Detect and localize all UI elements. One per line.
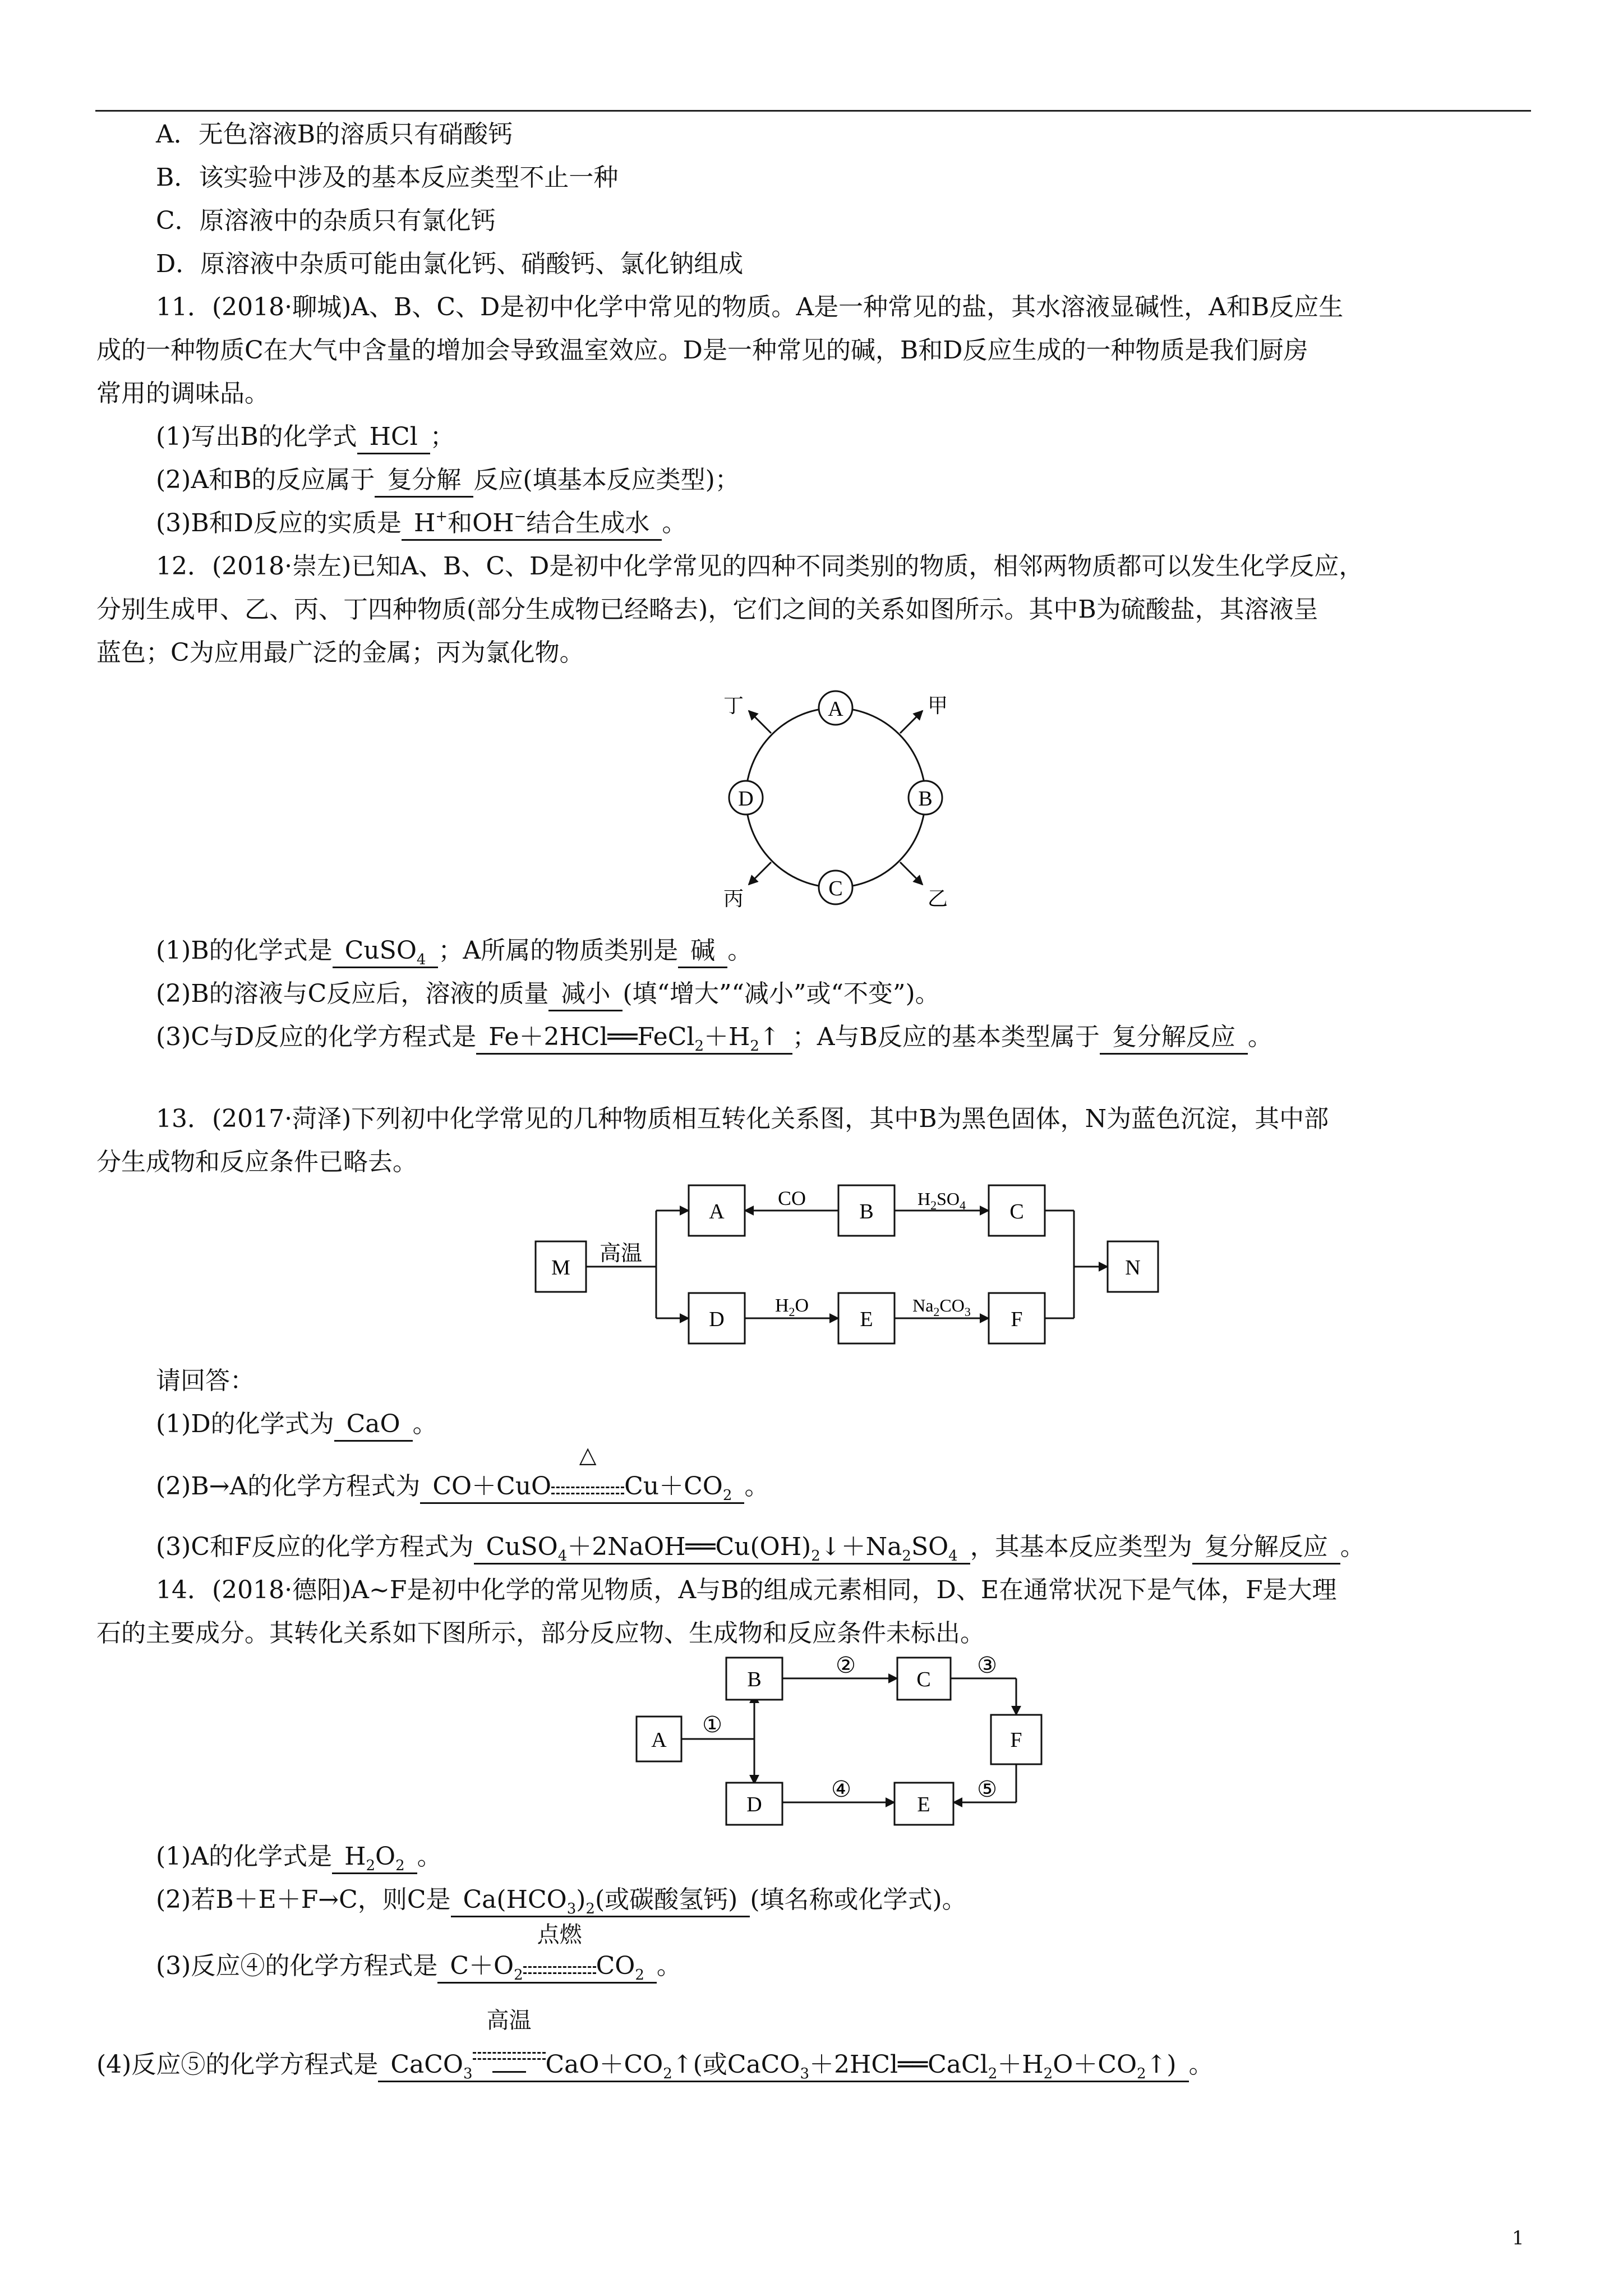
q12-part-1: (1)B的化学式是 CuSO$_4$ ；A所属的物质类别是 碱 。 [156, 936, 753, 968]
answer-blank: CuSO$_4$ [333, 935, 439, 968]
label-r2: ② [836, 1655, 856, 1678]
answer-blank: CaCO$_3$ 高温 $CaO+CO_2↑$(或$CaCO_3+2HCl══CaCl_2+H_2O+CO_2↑$) [378, 2037, 1188, 2082]
reaction-circle [746, 708, 925, 887]
q14-stem-line-2: 石的主要成分。其转化关系如下图所示，部分反应物、生成物和反应条件未标出。 [96, 1619, 985, 1648]
node-c [989, 1185, 1045, 1236]
q12-stem-line-2: 分别生成甲、乙、丙、丁四种物质(部分生成物已经略去)，它们之间的关系如图所示。其中B为硫酸盐，其溶液呈 [96, 595, 1318, 624]
q12-part-3: (3)C与D反应的化学方程式是 $Fe+2HCl══FeCl_2+H_2↑$ ；A与B反应的基本类型属于 复分解反应 。 [156, 1023, 1272, 1055]
node-a [819, 691, 852, 725]
product-yi: 乙 [927, 887, 948, 910]
q14-flow-diagram [634, 1655, 1066, 1834]
q13-part-2: (2)B→A的化学方程式为 CO＋CuO △ $Cu+CO_2$ 。 [156, 1442, 769, 1504]
q13-stem-line-1: 13．(2017·菏泽)下列初中化学常见的几种物质相互转化关系图，其中B为黑色固体，N为蓝色沉淀，其中部 [156, 1105, 1329, 1133]
answer-blank: H+和OH−结合生成水 [402, 508, 662, 541]
q14-part-1: (1)A的化学式是 $H_2O_2$ 。 [156, 1842, 442, 1874]
header-rule [95, 110, 1531, 112]
label-r3: ③ [977, 1655, 997, 1678]
q13-part-3: (3)C和F反应的化学方程式为 $CuSO_4+2NaOH══Cu(OH)_2↓+Na_2SO_4$ ，其基本反应类型为 复分解反应 。 [156, 1533, 1365, 1565]
q10-option-d: D．原溶液中杂质可能由氯化钙、硝酸钙、氯化钠组成 [156, 250, 744, 278]
answer-blank: $C+O_2$ 点燃 $CO_2$ [437, 1950, 657, 1984]
arrow-to-jia [900, 711, 923, 733]
node-e [838, 1293, 895, 1343]
reaction-condition: 点燃 [523, 1952, 596, 1974]
node-b [909, 781, 942, 815]
q11-stem-line-2: 成的一种物质C在大气中含量的增加会导致温室效应。D是一种常见的碱，B和D反应生成的一种物质是我们厨房 [96, 336, 1308, 365]
svg-text:C: C [1009, 1200, 1024, 1223]
svg-text:B: B [859, 1200, 874, 1223]
reaction-condition: △ [551, 1472, 624, 1494]
q12-stem-line-1: 12．(2018·崇左)已知A、B、C、D是初中化学常见的四种不同类别的物质，相邻两物质都可以发生化学反应， [156, 552, 1364, 581]
q13-part-1: (1)D的化学式为 CaO 。 [156, 1407, 437, 1442]
q11-stem-line-3: 常用的调味品。 [96, 379, 269, 408]
q12-part-2: (2)B的溶液与C反应后，溶液的质量 减小 (填“增大”“减小”或“不变”)。 [156, 977, 940, 1011]
arrow-to-bing [749, 862, 771, 885]
answer-blank: 碱 [678, 935, 727, 968]
svg-text:E: E [917, 1793, 930, 1816]
answer-blank: HCl [357, 421, 430, 454]
svg-text:N: N [1125, 1256, 1141, 1280]
answer-blank: 复分解反应 [1192, 1531, 1340, 1565]
label-na2co3: $Na_2CO_3$ [912, 1295, 971, 1319]
q10-option-a: A．无色溶液B的溶质只有硝酸钙 [156, 120, 513, 149]
q10-option-c: C．原溶液中的杂质只有氯化钙 [156, 206, 496, 235]
product-ding: 丁 [723, 694, 744, 717]
node-m [536, 1241, 586, 1292]
svg-text:C: C [916, 1668, 931, 1691]
label-h2so4: $H_2SO_4$ [917, 1189, 966, 1212]
q11-part-3: (3)B和D反应的实质是 H+和OH−结合生成水 。 [156, 507, 686, 541]
page-number: 1 [1512, 2227, 1524, 2249]
answer-blank: CO＋CuO △ $Cu+CO_2$ [420, 1471, 744, 1504]
q11-stem-line-1: 11．(2018·聊城)A、B、C、D是初中化学中常见的物质。A是一种常见的盐，其水溶液显碱性，A和B反应生 [156, 293, 1344, 321]
answer-blank: 复分解反应 [1100, 1022, 1248, 1055]
svg-text:B: B [918, 787, 933, 811]
q12-circle-diagram [718, 679, 953, 926]
label-r1: ① [702, 1712, 722, 1737]
q13-prompt: 请回答： [156, 1366, 255, 1395]
answer-blank: $Ca(HCO_3)_2$(或碳酸氢钙) [451, 1884, 750, 1917]
svg-text:F: F [1011, 1308, 1023, 1331]
svg-text:F: F [1010, 1728, 1022, 1752]
answer-blank: $CuSO_4+2NaOH══Cu(OH)_2↓+Na_2SO_4$ [474, 1531, 970, 1565]
node-f [989, 1293, 1045, 1343]
node-e [895, 1783, 953, 1825]
answer-blank: $Fe+2HCl══FeCl_2+H_2↑$ [476, 1022, 792, 1055]
node-f [991, 1715, 1041, 1764]
q10-option-b: B．该实验中涉及的基本反应类型不止一种 [156, 163, 619, 192]
node-d [726, 1783, 782, 1825]
q14-part-2: (2)若B＋E＋F→C，则C是 $Ca(HCO_3)_2$(或碳酸氢钙) (填名称或化学式)。 [156, 1885, 967, 1917]
node-d [689, 1293, 745, 1343]
node-a [689, 1185, 745, 1236]
answer-blank: 复分解 [375, 464, 473, 498]
svg-text:M: M [551, 1256, 570, 1280]
svg-text:A: A [828, 697, 843, 721]
svg-text:D: D [738, 787, 754, 811]
svg-text:D: D [746, 1793, 762, 1816]
q13-stem-line-2: 分生成物和反应条件已略去。 [96, 1148, 417, 1176]
label-r4: ④ [831, 1777, 851, 1802]
node-c [897, 1658, 951, 1700]
q13-flow-diagram [533, 1184, 1166, 1352]
q14-stem-line-1: 14．(2018·德阳)A~F是初中化学的常见物质，A与B的组成元素相同，D、E在通常状况下是气体，F是大理 [156, 1576, 1337, 1604]
node-n [1108, 1241, 1158, 1292]
q12-stem-line-3: 蓝色；C为应用最广泛的金属；丙为氯化物。 [96, 638, 584, 667]
reaction-condition: 高温 [473, 2037, 546, 2073]
q11-part-2: (2)A和B的反应属于 复分解 反应(填基本反应类型)； [156, 463, 740, 498]
svg-text:B: B [747, 1668, 762, 1691]
label-h2o: $H_2O$ [774, 1295, 809, 1319]
answer-blank: $H_2O_2$ [332, 1841, 417, 1874]
q11-part-1: (1)写出B的化学式 HCl ； [156, 420, 455, 454]
node-b [838, 1185, 895, 1236]
svg-text:C: C [828, 877, 843, 900]
answer-blank: CaO [334, 1409, 413, 1442]
product-jia: 甲 [927, 694, 948, 717]
q14-part-3: (3)反应④的化学方程式是 $C+O_2$ 点燃 $CO_2$ 。 [156, 1922, 681, 1984]
node-a [637, 1717, 681, 1761]
svg-text:D: D [709, 1308, 725, 1331]
label-co: CO [777, 1187, 806, 1209]
node-b [726, 1658, 782, 1700]
answer-blank: 减小 [548, 978, 623, 1011]
product-bing: 丙 [723, 887, 744, 910]
label-r5: ⑤ [977, 1777, 997, 1802]
arrow-to-ding [749, 711, 771, 733]
q14-part-4: (4)反应⑤的化学方程式是 CaCO$_3$ 高温 $CaO+CO_2↑$(或$CaCO_3+2HCl══CaCl_2+H_2O+CO_2↑$) 。 [96, 2008, 1214, 2082]
svg-text:A: A [709, 1200, 725, 1223]
arrow-to-yi [900, 862, 923, 885]
svg-text:E: E [860, 1308, 873, 1331]
node-d [729, 781, 763, 815]
label-gaowen: 高温 [599, 1242, 643, 1266]
svg-text:A: A [651, 1728, 667, 1752]
node-c [819, 871, 852, 904]
